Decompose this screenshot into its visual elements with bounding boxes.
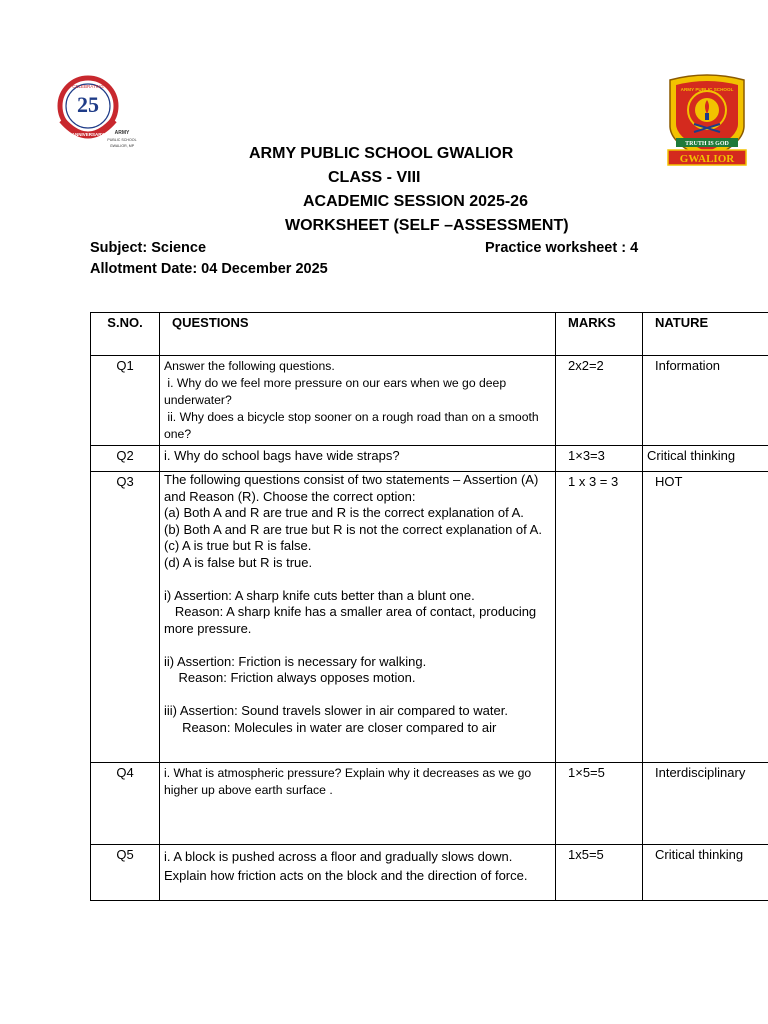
anniversary-sub1: PUBLIC SCHOOL <box>107 138 137 142</box>
row-nature: Interdisciplinary <box>643 763 768 845</box>
session-title: ACADEMIC SESSION 2025-26 <box>303 193 528 210</box>
table-row <box>91 845 768 901</box>
row-marks: 1×3=3 <box>556 446 643 472</box>
row-sno: Q2 <box>91 446 160 472</box>
row-sno: Q1 <box>91 356 160 446</box>
crest-ring-text: ARMY PUBLIC SCHOOL <box>680 87 734 92</box>
table-row <box>91 356 768 446</box>
row-sno: Q5 <box>91 845 160 901</box>
row-question: i. Why do school bags have wide straps? <box>160 446 556 472</box>
table-header-row <box>91 313 768 356</box>
questions-table <box>90 312 768 901</box>
table-row <box>91 446 768 472</box>
row-question: i. What is atmospheric pressure? Explain why it decreases as we go higher up above earth surface . <box>160 763 556 845</box>
crest-city: GWALIOR <box>679 153 735 165</box>
anniversary-sub2: GWALIOR, MP <box>109 144 135 148</box>
header-questions: QUESTIONS <box>160 313 556 356</box>
allotment-date: Allotment Date: 04 December 2025 <box>90 261 328 277</box>
crest-motto: TRUTH IS GOD <box>685 141 729 147</box>
school-crest-logo <box>664 74 750 170</box>
practice-worksheet-label: Practice worksheet : 4 <box>485 240 639 256</box>
row-question-cell <box>160 472 556 763</box>
subject-label: Subject: Science <box>90 240 207 256</box>
table-row <box>91 763 768 845</box>
row-question: i. A block is pushed across a floor and gradually slows down. Explain how friction acts on the block and the direction of force. <box>160 845 556 901</box>
row-marks: 1 x 3 = 3 <box>556 472 643 763</box>
anniversary-school: ARMY <box>114 130 130 136</box>
row-sno: Q3 <box>91 472 160 763</box>
row-question: Answer the following questions. i. Why do we feel more pressure on our ears when we go deep underwater? ii. Why does a bicycle stop sooner on a rough road than on a smooth one? <box>160 356 556 446</box>
row-sno: Q4 <box>91 763 160 845</box>
header-nature: NATURE <box>643 313 768 356</box>
header-marks: MARKS <box>556 313 643 356</box>
header-sno: S.NO. <box>91 313 160 356</box>
anniversary-ring-bottom: ANNIVERSARY <box>71 132 105 137</box>
anniversary-number: 25 <box>77 92 99 117</box>
school-name: ARMY PUBLIC SCHOOL GWALIOR <box>249 145 514 162</box>
row-question: The following questions consist of two statements – Assertion (A) and Reason (R). Choose the correct option: (a) Both A and R are true and R is the correct explanation of A. (b) Both A and R are true but R is not the correct explanation of A. (c) A is true but R is false. (d) A is false but R is true. i) Assertion: A sharp knife cuts better than a blunt one. Reason: A sharp knife has a smaller area of contact, producing more pressure. ii) Assertion: Friction is necessary for walking. Reason: Friction always opposes motion. iii) Assertion: Sound travels slower in air compared to water. Reason: Molecules in water are closer compared to air <box>164 472 542 735</box>
anniversary-ring-top: CELEBRATING <box>72 84 104 89</box>
row-nature: Critical thinking <box>643 446 768 472</box>
row-nature: Critical thinking <box>643 845 768 901</box>
table-row <box>91 472 768 763</box>
worksheet-title: WORKSHEET (SELF –ASSESSMENT) <box>285 217 569 234</box>
class-title: CLASS - VIII <box>328 169 421 186</box>
row-nature: Information <box>643 356 768 446</box>
row-marks: 2x2=2 <box>556 356 643 446</box>
row-marks: 1x5=5 <box>556 845 643 901</box>
anniversary-logo <box>50 72 140 156</box>
row-nature: HOT <box>643 472 768 763</box>
row-marks: 1×5=5 <box>556 763 643 845</box>
